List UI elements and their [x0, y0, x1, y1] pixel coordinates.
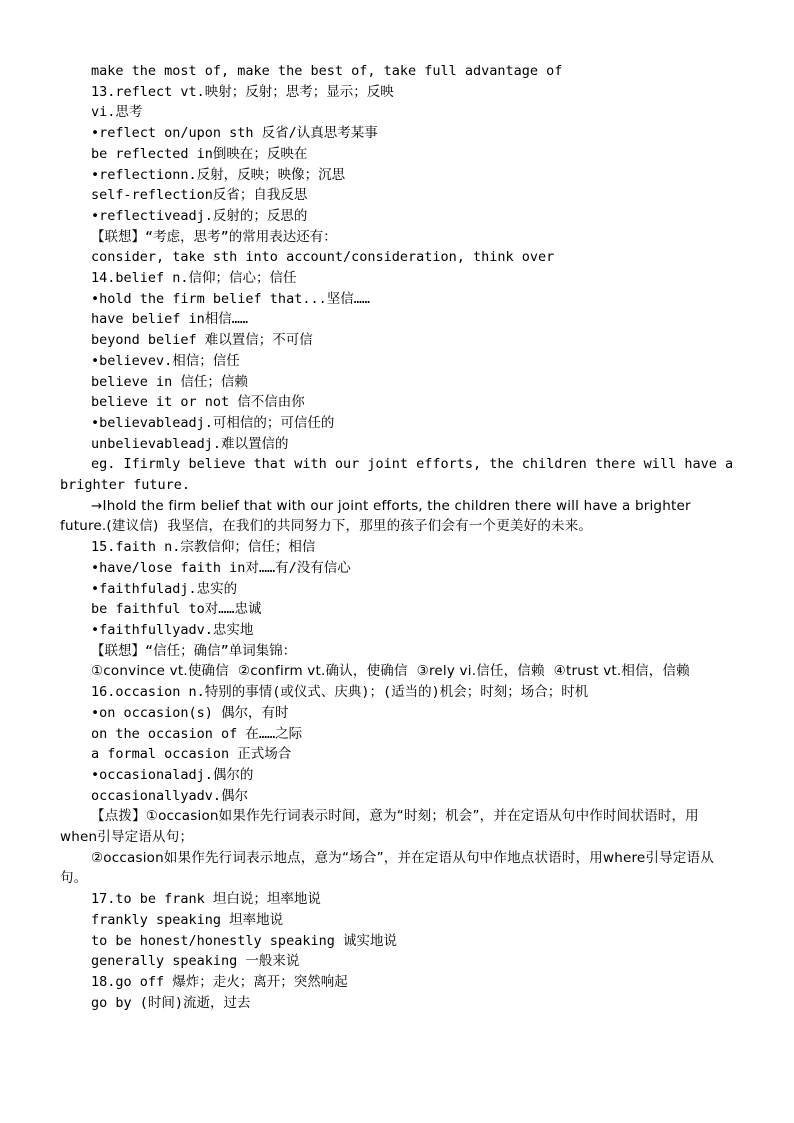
document-body [60, 61, 742, 1013]
bullet-line: •on occasion(s) 偶尔，有时 [91, 704, 289, 721]
text-line: self-reflection反省；自我反思 [91, 187, 308, 204]
bullet-line: •faithfullyadv.忠实地 [91, 621, 254, 638]
text-line: vi.思考 [91, 104, 143, 121]
text-line: be faithful to对……忠诚 [91, 601, 262, 618]
text-line: generally speaking 一般来说 [91, 953, 300, 970]
note-line: 【联想】“信任；确信”单词集锦： [91, 642, 297, 659]
text-line: make the most of, make the best of, take full advantage of [91, 63, 563, 79]
text-line: on the occasion of 在……之际 [91, 725, 303, 742]
note-line: 【联想】“考虑，思考”的常用表达还有： [91, 228, 337, 245]
bullet-line: •reflectiveadj.反射的；反思的 [91, 207, 308, 224]
text-line: a formal occasion 正式场合 [91, 746, 292, 763]
text-line: believe in 信任；信赖 [91, 373, 248, 390]
bullet-line: •believev.相信；信任 [91, 352, 240, 369]
text-line: be reflected in倒映在；反映在 [91, 145, 308, 162]
entry-heading: 16.occasion n.特别的事情(或仪式、庆典)；(适当的)机会；时刻；场合；时机 [91, 684, 589, 701]
word-collection: ①convince vt.使确信 ②confirm vt.确认，使确信 ③rely vi.信任，信赖 ④trust vt.相信，信赖 [91, 663, 690, 680]
example-rewrite: →Ihold the firm belief that with our joint efforts, the children there will have a brighter future.(建议信) 我坚信，在我们的共同努力下，那里的孩子们会有一个更美好的未来。 [60, 497, 696, 535]
text-line: consider, take sth into account/consideration, think over [91, 249, 555, 266]
entry-heading: 18.go off 爆炸；走火；离开；突然响起 [91, 973, 348, 990]
example-sentence: eg. Ifirmly believe that with our joint efforts, the children there will have a brighter future. [60, 456, 742, 494]
entry-heading: 14.belief n.信仰；信心；信任 [91, 270, 297, 287]
text-line: beyond belief 难以置信；不可信 [91, 332, 313, 349]
tip-paragraph: ②occasion如果作先行词表示地点，意为“场合”，并在定语从句中作地点状语时，用where引导定语从句。 [60, 849, 714, 887]
text-line: occasionallyadv.偶尔 [91, 787, 249, 804]
bullet-line: •believableadj.可相信的；可信任的 [91, 414, 335, 431]
entry-heading: 15.faith n.宗教信仰；信任；相信 [91, 539, 316, 556]
bullet-line: •occasionaladj.偶尔的 [91, 766, 254, 783]
bullet-line: •faithfuladj.忠实的 [91, 580, 238, 597]
text-line: unbelievableadj.难以置信的 [91, 435, 289, 452]
bullet-line: •hold the firm belief that...坚信…… [91, 290, 370, 307]
text-line: believe it or not 信不信由你 [91, 394, 305, 411]
bullet-line: •have/lose faith in对……有/没有信心 [91, 559, 351, 576]
bullet-line: •reflectionn.反射，反映；映像；沉思 [91, 166, 346, 183]
entry-heading: 13.reflect vt.映射；反射；思考；显示；反映 [91, 83, 394, 100]
text-line: go by (时间)流逝，过去 [91, 994, 251, 1011]
text-line: to be honest/honestly speaking 诚实地说 [91, 932, 397, 949]
text-line: have belief in相信…… [91, 311, 249, 328]
text-line: frankly speaking 坦率地说 [91, 911, 284, 928]
bullet-line: •reflect on/upon sth 反省/认真思考某事 [91, 125, 378, 142]
entry-heading: 17.to be frank 坦白说；坦率地说 [91, 891, 321, 908]
tip-paragraph: 【点拨】①occasion如果作先行词表示时间，意为“时刻；机会”，并在定语从句中作时间状语时，用when引导定语从句； [60, 808, 699, 846]
